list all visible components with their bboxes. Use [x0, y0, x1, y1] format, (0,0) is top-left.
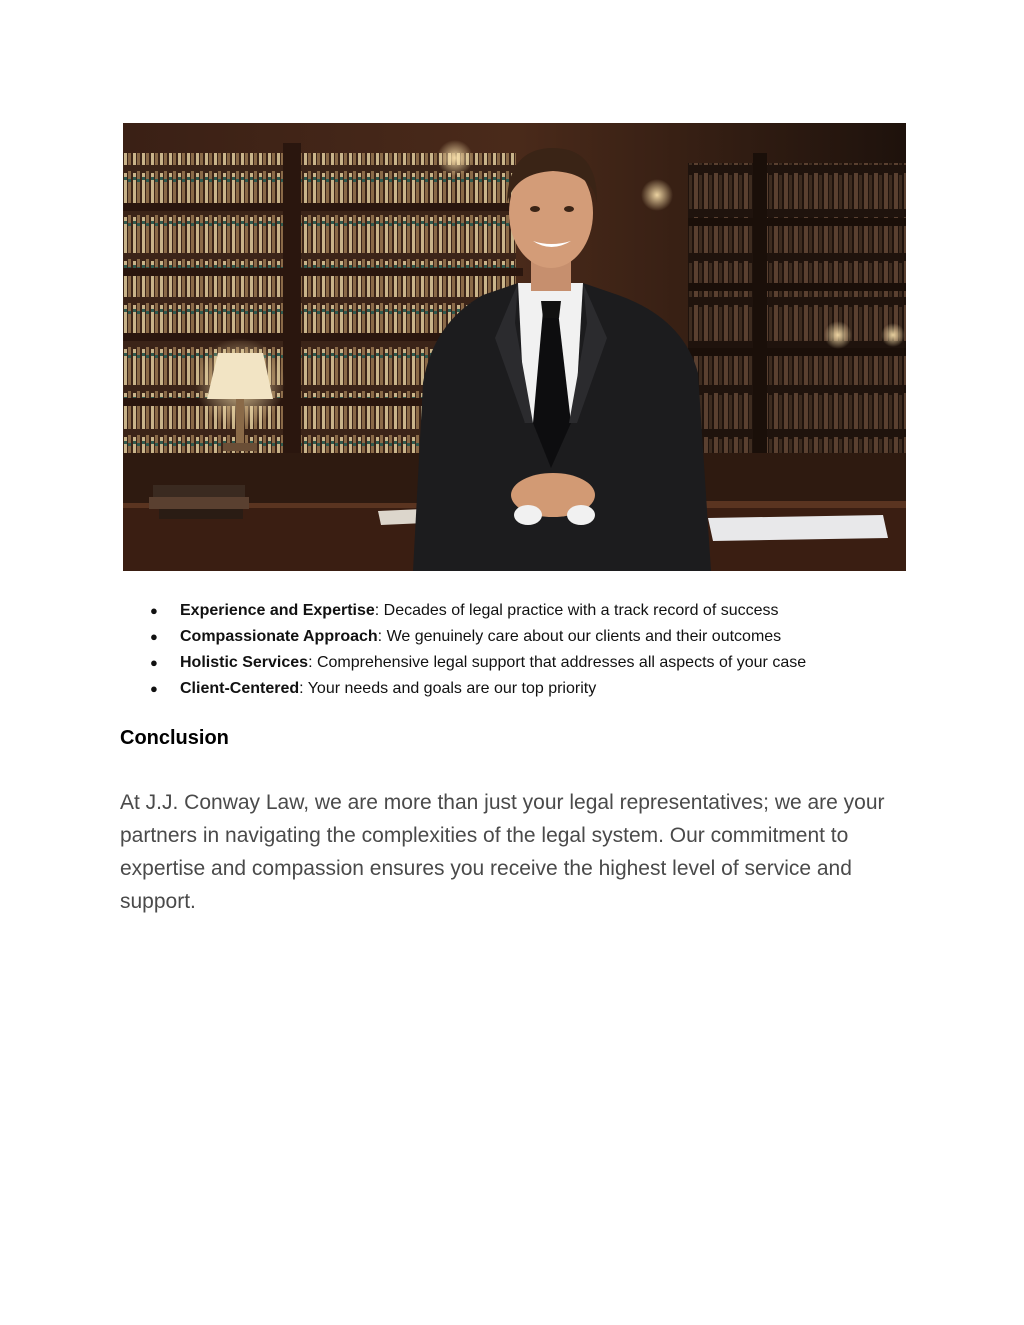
feature-text: : We genuinely care about our clients and their outcomes: [377, 628, 782, 645]
bullet-icon: ●: [150, 603, 158, 618]
feature-title: Compassionate Approach: [180, 628, 378, 645]
features-list: [150, 598, 806, 702]
list-item: [150, 650, 806, 676]
bullet-icon: ●: [150, 681, 158, 696]
bullet-icon: ●: [150, 629, 158, 644]
list-item: [150, 624, 806, 650]
list-item: [150, 598, 806, 624]
feature-text: : Comprehensive legal support that addresses all aspects of your case: [308, 654, 807, 671]
feature-text: : Decades of legal practice with a track record of success: [374, 602, 779, 619]
feature-title: Holistic Services: [180, 654, 309, 671]
lawyer-photo: [123, 123, 906, 571]
conclusion-heading: Conclusion: [120, 727, 229, 749]
feature-text: : Your needs and goals are our top priority: [299, 680, 597, 697]
list-item: [150, 676, 806, 702]
bullet-icon: ●: [150, 655, 158, 670]
feature-title: Experience and Expertise: [180, 602, 375, 619]
conclusion-paragraph: At J.J. Conway Law, we are more than just your legal representatives; we are your partners in navigating the complexities of the legal system. Our commitment to expertise and compassion ensures you receive the highest level of service and support.: [120, 791, 885, 913]
feature-title: Client-Centered: [180, 680, 300, 697]
